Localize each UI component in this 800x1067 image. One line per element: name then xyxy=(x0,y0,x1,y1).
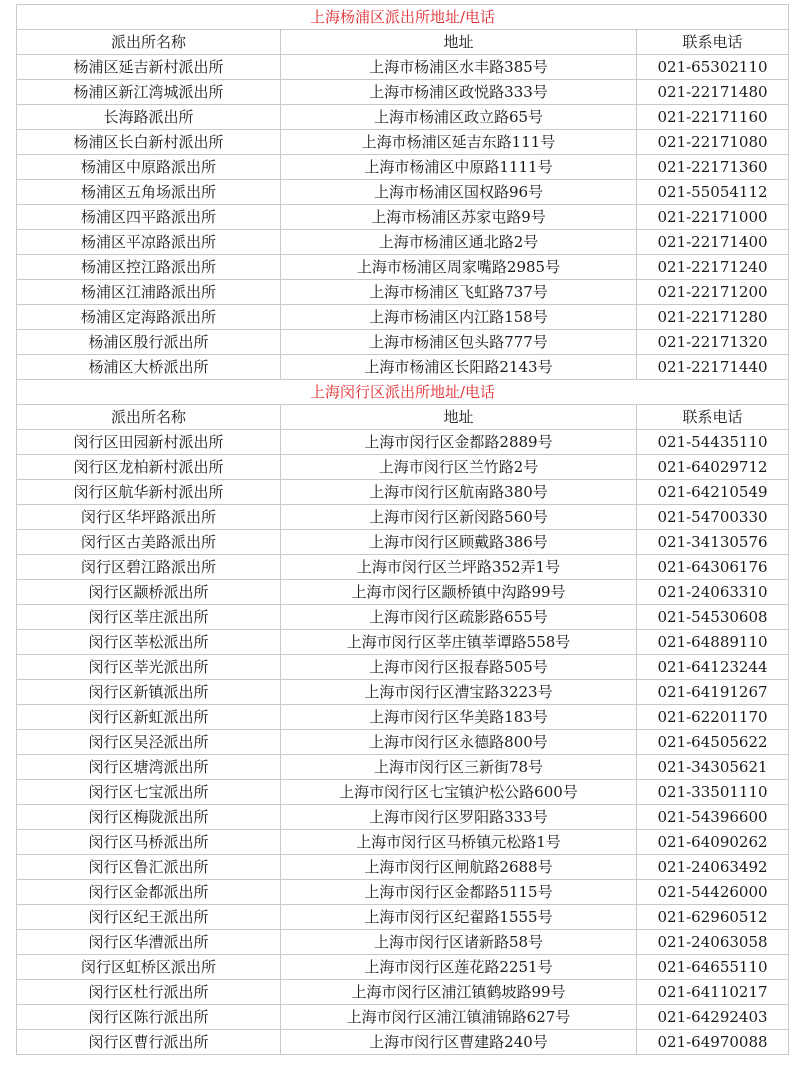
station-name-cell: 闵行区古美路派出所 xyxy=(17,530,281,555)
station-name-cell: 闵行区龙柏新村派出所 xyxy=(17,455,281,480)
address-cell: 上海市闵行区纪翟路1555号 xyxy=(281,905,637,930)
table-row xyxy=(17,730,789,755)
table-row xyxy=(17,105,789,130)
address-cell: 上海市闵行区金都路2889号 xyxy=(281,430,637,455)
phone-cell: 021-34305621 xyxy=(637,755,789,780)
table-row xyxy=(17,305,789,330)
table-row xyxy=(17,580,789,605)
table-row xyxy=(17,955,789,980)
address-cell: 上海市杨浦区包头路777号 xyxy=(281,330,637,355)
table-row xyxy=(17,205,789,230)
phone-cell: 021-22171320 xyxy=(637,330,789,355)
phone-cell: 021-24063310 xyxy=(637,580,789,605)
phone-cell: 021-64655110 xyxy=(637,955,789,980)
phone-cell: 021-54396600 xyxy=(637,805,789,830)
station-name-cell: 闵行区塘湾派出所 xyxy=(17,755,281,780)
phone-cell: 021-54426000 xyxy=(637,880,789,905)
header-address: 地址 xyxy=(281,30,637,55)
address-cell: 上海市杨浦区苏家屯路9号 xyxy=(281,205,637,230)
phone-cell: 021-64970088 xyxy=(637,1030,789,1055)
address-cell: 上海市杨浦区政立路65号 xyxy=(281,105,637,130)
phone-cell: 021-22171000 xyxy=(637,205,789,230)
table-row xyxy=(17,230,789,255)
police-station-sheet xyxy=(16,4,788,1055)
phone-cell: 021-22171360 xyxy=(637,155,789,180)
phone-cell: 021-22171440 xyxy=(637,355,789,380)
station-name-cell: 杨浦区控江路派出所 xyxy=(17,255,281,280)
phone-cell: 021-64505622 xyxy=(637,730,789,755)
address-cell: 上海市闵行区疏影路655号 xyxy=(281,605,637,630)
phone-cell: 021-64123244 xyxy=(637,655,789,680)
station-name-cell: 闵行区碧江路派出所 xyxy=(17,555,281,580)
station-name-cell: 闵行区曹行派出所 xyxy=(17,1030,281,1055)
table-row xyxy=(17,180,789,205)
table-row xyxy=(17,330,789,355)
address-cell: 上海市杨浦区周家嘴路2985号 xyxy=(281,255,637,280)
phone-cell: 021-62201170 xyxy=(637,705,789,730)
address-cell: 上海市闵行区闸航路2688号 xyxy=(281,855,637,880)
station-name-cell: 闵行区七宝派出所 xyxy=(17,780,281,805)
station-name-cell: 杨浦区新江湾城派出所 xyxy=(17,80,281,105)
table-row xyxy=(17,755,789,780)
station-name-cell: 闵行区梅陇派出所 xyxy=(17,805,281,830)
phone-cell: 021-22171280 xyxy=(637,305,789,330)
address-cell: 上海市杨浦区长阳路2143号 xyxy=(281,355,637,380)
phone-cell: 021-64306176 xyxy=(637,555,789,580)
address-cell: 上海市闵行区华美路183号 xyxy=(281,705,637,730)
header-address: 地址 xyxy=(281,405,637,430)
station-name-cell: 闵行区颛桥派出所 xyxy=(17,580,281,605)
table-row xyxy=(17,705,789,730)
phone-cell: 021-22171400 xyxy=(637,230,789,255)
station-name-cell: 闵行区鲁汇派出所 xyxy=(17,855,281,880)
table-row xyxy=(17,630,789,655)
table-row xyxy=(17,130,789,155)
header-phone: 联系电话 xyxy=(637,405,789,430)
table-row xyxy=(17,430,789,455)
table-row xyxy=(17,1030,789,1055)
address-cell: 上海市闵行区马桥镇元松路1号 xyxy=(281,830,637,855)
address-cell: 上海市杨浦区政悦路333号 xyxy=(281,80,637,105)
table-row xyxy=(17,1005,789,1030)
station-name-cell: 长海路派出所 xyxy=(17,105,281,130)
phone-cell: 021-64292403 xyxy=(637,1005,789,1030)
address-cell: 上海市杨浦区中原路1111号 xyxy=(281,155,637,180)
station-name-cell: 闵行区莘松派出所 xyxy=(17,630,281,655)
station-name-cell: 闵行区航华新村派出所 xyxy=(17,480,281,505)
phone-cell: 021-55054112 xyxy=(637,180,789,205)
address-cell: 上海市闵行区永德路800号 xyxy=(281,730,637,755)
address-cell: 上海市闵行区七宝镇沪松公路600号 xyxy=(281,780,637,805)
station-name-cell: 闵行区田园新村派出所 xyxy=(17,430,281,455)
address-cell: 上海市闵行区三新街78号 xyxy=(281,755,637,780)
address-cell: 上海市闵行区莲花路2251号 xyxy=(281,955,637,980)
station-name-cell: 闵行区新镇派出所 xyxy=(17,680,281,705)
table-row xyxy=(17,830,789,855)
address-cell: 上海市杨浦区通北路2号 xyxy=(281,230,637,255)
station-name-cell: 闵行区新虹派出所 xyxy=(17,705,281,730)
section-title-row xyxy=(17,5,789,30)
address-cell: 上海市闵行区罗阳路333号 xyxy=(281,805,637,830)
header-station-name: 派出所名称 xyxy=(17,30,281,55)
address-cell: 上海市闵行区浦江镇浦锦路627号 xyxy=(281,1005,637,1030)
phone-cell: 021-64210549 xyxy=(637,480,789,505)
address-cell: 上海市闵行区顾戴路386号 xyxy=(281,530,637,555)
phone-cell: 021-64110217 xyxy=(637,980,789,1005)
column-header-row xyxy=(17,405,789,430)
table-row xyxy=(17,555,789,580)
section-title: 上海杨浦区派出所地址/电话 xyxy=(17,5,789,30)
station-name-cell: 闵行区马桥派出所 xyxy=(17,830,281,855)
phone-cell: 021-33501110 xyxy=(637,780,789,805)
phone-cell: 021-22171160 xyxy=(637,105,789,130)
header-station-name: 派出所名称 xyxy=(17,405,281,430)
address-cell: 上海市闵行区金都路5115号 xyxy=(281,880,637,905)
station-name-cell: 闵行区陈行派出所 xyxy=(17,1005,281,1030)
table-row xyxy=(17,855,789,880)
address-cell: 上海市闵行区新闵路560号 xyxy=(281,505,637,530)
station-name-cell: 杨浦区五角场派出所 xyxy=(17,180,281,205)
phone-cell: 021-64191267 xyxy=(637,680,789,705)
station-name-cell: 杨浦区定海路派出所 xyxy=(17,305,281,330)
table-row xyxy=(17,930,789,955)
station-name-cell: 杨浦区延吉新村派出所 xyxy=(17,55,281,80)
address-cell: 上海市闵行区浦江镇鹤坡路99号 xyxy=(281,980,637,1005)
table-row xyxy=(17,655,789,680)
table-row xyxy=(17,780,789,805)
station-name-cell: 杨浦区江浦路派出所 xyxy=(17,280,281,305)
station-name-cell: 闵行区金都派出所 xyxy=(17,880,281,905)
phone-cell: 021-62960512 xyxy=(637,905,789,930)
header-phone: 联系电话 xyxy=(637,30,789,55)
phone-cell: 021-22171200 xyxy=(637,280,789,305)
station-name-cell: 闵行区华坪路派出所 xyxy=(17,505,281,530)
table-row xyxy=(17,480,789,505)
station-name-cell: 杨浦区平凉路派出所 xyxy=(17,230,281,255)
phone-cell: 021-34130576 xyxy=(637,530,789,555)
address-cell: 上海市杨浦区水丰路385号 xyxy=(281,55,637,80)
address-cell: 上海市闵行区颛桥镇中沟路99号 xyxy=(281,580,637,605)
address-cell: 上海市杨浦区内江路158号 xyxy=(281,305,637,330)
section-title: 上海闵行区派出所地址/电话 xyxy=(17,380,789,405)
station-name-cell: 闵行区杜行派出所 xyxy=(17,980,281,1005)
address-cell: 上海市闵行区漕宝路3223号 xyxy=(281,680,637,705)
address-cell: 上海市闵行区航南路380号 xyxy=(281,480,637,505)
address-cell: 上海市杨浦区飞虹路737号 xyxy=(281,280,637,305)
station-name-cell: 杨浦区大桥派出所 xyxy=(17,355,281,380)
station-name-cell: 闵行区莘光派出所 xyxy=(17,655,281,680)
table-row xyxy=(17,880,789,905)
station-name-cell: 闵行区虹桥区派出所 xyxy=(17,955,281,980)
station-table xyxy=(16,4,789,1055)
phone-cell: 021-24063058 xyxy=(637,930,789,955)
column-header-row xyxy=(17,30,789,55)
table-row xyxy=(17,155,789,180)
phone-cell: 021-54435110 xyxy=(637,430,789,455)
table-row xyxy=(17,55,789,80)
table-row xyxy=(17,280,789,305)
table-row xyxy=(17,80,789,105)
phone-cell: 021-22171480 xyxy=(637,80,789,105)
table-row xyxy=(17,355,789,380)
phone-cell: 021-22171080 xyxy=(637,130,789,155)
station-name-cell: 闵行区华漕派出所 xyxy=(17,930,281,955)
table-row xyxy=(17,605,789,630)
address-cell: 上海市闵行区兰坪路352弄1号 xyxy=(281,555,637,580)
station-name-cell: 杨浦区四平路派出所 xyxy=(17,205,281,230)
station-name-cell: 杨浦区殷行派出所 xyxy=(17,330,281,355)
table-row xyxy=(17,980,789,1005)
address-cell: 上海市闵行区兰竹路2号 xyxy=(281,455,637,480)
phone-cell: 021-65302110 xyxy=(637,55,789,80)
phone-cell: 021-54700330 xyxy=(637,505,789,530)
station-name-cell: 杨浦区长白新村派出所 xyxy=(17,130,281,155)
phone-cell: 021-64889110 xyxy=(637,630,789,655)
address-cell: 上海市杨浦区国权路96号 xyxy=(281,180,637,205)
station-name-cell: 闵行区吴泾派出所 xyxy=(17,730,281,755)
address-cell: 上海市闵行区曹建路240号 xyxy=(281,1030,637,1055)
table-row xyxy=(17,905,789,930)
station-name-cell: 闵行区纪王派出所 xyxy=(17,905,281,930)
phone-cell: 021-24063492 xyxy=(637,855,789,880)
station-table-body xyxy=(17,5,789,1055)
phone-cell: 021-64090262 xyxy=(637,830,789,855)
table-row xyxy=(17,505,789,530)
address-cell: 上海市闵行区莘庄镇莘谭路558号 xyxy=(281,630,637,655)
table-row xyxy=(17,805,789,830)
phone-cell: 021-64029712 xyxy=(637,455,789,480)
station-name-cell: 杨浦区中原路派出所 xyxy=(17,155,281,180)
section-title-row xyxy=(17,380,789,405)
station-name-cell: 闵行区莘庄派出所 xyxy=(17,605,281,630)
table-row xyxy=(17,455,789,480)
address-cell: 上海市杨浦区延吉东路111号 xyxy=(281,130,637,155)
phone-cell: 021-22171240 xyxy=(637,255,789,280)
phone-cell: 021-54530608 xyxy=(637,605,789,630)
table-row xyxy=(17,255,789,280)
address-cell: 上海市闵行区报春路505号 xyxy=(281,655,637,680)
table-row xyxy=(17,530,789,555)
address-cell: 上海市闵行区诸新路58号 xyxy=(281,930,637,955)
table-row xyxy=(17,680,789,705)
